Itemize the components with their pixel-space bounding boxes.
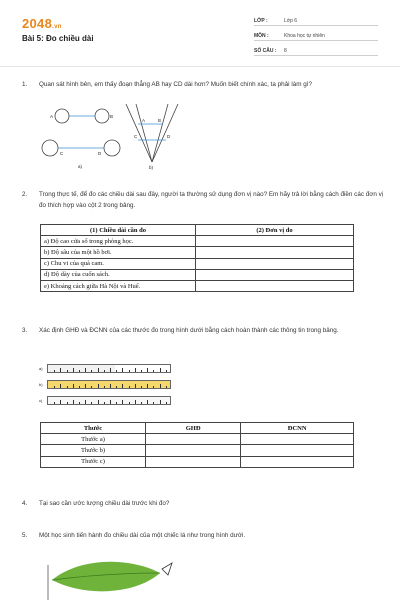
label-d2: D — [167, 134, 171, 139]
ruler-tick — [54, 386, 55, 389]
ruler-tick — [122, 384, 123, 388]
rulers-table — [40, 422, 354, 468]
ruler-tick — [60, 368, 61, 372]
ruler-tick — [122, 368, 123, 372]
ruler-tick — [160, 368, 161, 372]
ruler-tick — [85, 368, 86, 372]
label-fig-a: a) — [78, 164, 83, 169]
ruler-tick — [110, 384, 111, 388]
ghd-cell[interactable] — [146, 445, 241, 456]
answer-cell[interactable] — [196, 258, 354, 269]
rulers-table-header-1: Thước — [41, 423, 146, 434]
page-header — [0, 0, 400, 68]
ghd-cell[interactable] — [146, 434, 241, 445]
table-row: Thước b) — [41, 445, 354, 456]
label-d1: D — [98, 151, 102, 156]
answer-cell[interactable] — [196, 236, 354, 247]
table-row: b) Độ sâu của một hồ bơi. — [41, 247, 354, 258]
leaf-figure — [40, 555, 180, 600]
ruler-tick — [104, 402, 105, 405]
ruler-tick — [79, 386, 80, 389]
ruler-tick — [98, 368, 99, 372]
label-b2: B — [158, 118, 162, 123]
ruler-tick — [160, 400, 161, 404]
answer-cell[interactable] — [196, 247, 354, 258]
ruler-tick — [135, 384, 136, 388]
ruler-tick — [141, 402, 142, 405]
ruler-tick — [147, 368, 148, 372]
dcnn-cell[interactable] — [241, 456, 354, 467]
header-divider — [0, 66, 400, 67]
ruler-tick — [73, 400, 74, 404]
ruler-b: b) — [47, 380, 171, 389]
question-1-figure — [38, 104, 188, 170]
table-row: c) Chu vi của quả cam. — [41, 258, 354, 269]
ruler-a: a) — [47, 364, 171, 373]
ruler-tick — [79, 370, 80, 373]
label-c2: C — [134, 134, 138, 139]
ruler-tick — [153, 386, 154, 389]
table-row: Thước c) — [41, 456, 354, 467]
ruler-tick — [54, 402, 55, 405]
ruler-tick — [166, 402, 167, 405]
ruler-tick — [91, 402, 92, 405]
ruler-tick — [110, 368, 111, 372]
label-b1: B — [110, 114, 114, 119]
dcnn-cell[interactable] — [241, 434, 354, 445]
eye-arrow-icon — [162, 563, 172, 575]
meta-grade: LỚP : Lớp 6 — [254, 15, 378, 26]
label-c1: C — [60, 151, 64, 156]
ruler-tick — [91, 370, 92, 373]
lesson-title: Bài 5: Đo chiều dài — [22, 34, 94, 43]
ruler-tick — [116, 370, 117, 373]
table-row: e) Khoảng cách giữa Hà Nội và Huế. — [41, 280, 354, 291]
units-table-header-2: (2) Đơn vị đo — [196, 225, 354, 236]
ruler-tick — [141, 370, 142, 373]
ruler-tick — [73, 368, 74, 372]
ruler-tick — [60, 400, 61, 404]
ruler-tick — [166, 370, 167, 373]
ghd-cell[interactable] — [146, 456, 241, 467]
ruler-tick — [67, 402, 68, 405]
ruler-tick — [135, 368, 136, 372]
ruler-tick — [98, 400, 99, 404]
ruler-tick — [160, 384, 161, 388]
ruler-tick — [60, 384, 61, 388]
answer-cell[interactable] — [196, 269, 354, 280]
units-table — [40, 224, 354, 292]
table-row: a) Độ cao cửa sổ trong phòng học. — [41, 236, 354, 247]
units-table-header-1: (1) Chiều dài cần đo — [41, 225, 196, 236]
rulers-table-header-3: ĐCNN — [241, 423, 354, 434]
ruler-tick — [85, 384, 86, 388]
table-row: Thước a) — [41, 434, 354, 445]
ruler-tick — [54, 370, 55, 373]
ruler-tick — [67, 386, 68, 389]
site-logo[interactable]: 2048.vn — [22, 16, 62, 31]
meta-question-count: SỐ CÂU : 8 — [254, 45, 378, 56]
ruler-tick — [79, 402, 80, 405]
ruler-c: c) — [47, 396, 171, 405]
answer-cell[interactable] — [196, 280, 354, 291]
meta-subject: MÔN : Khoa học tự nhiên — [254, 30, 378, 41]
ruler-tick — [91, 386, 92, 389]
ruler-tick — [166, 386, 167, 389]
ruler-tick — [110, 400, 111, 404]
ruler-tick — [67, 370, 68, 373]
table-row: d) Độ dày của cuốn sách. — [41, 269, 354, 280]
leaf-icon — [52, 562, 160, 592]
ruler-tick — [104, 386, 105, 389]
label-fig-b: b) — [149, 165, 154, 170]
label-a2: A — [142, 118, 146, 123]
ruler-tick — [116, 386, 117, 389]
ruler-tick — [129, 386, 130, 389]
ruler-tick — [85, 400, 86, 404]
ruler-tick — [135, 400, 136, 404]
rulers-table-header-2: GHĐ — [146, 423, 241, 434]
label-a1: A — [50, 114, 54, 119]
ruler-tick — [122, 400, 123, 404]
ruler-tick — [129, 370, 130, 373]
ruler-tick — [147, 384, 148, 388]
dcnn-cell[interactable] — [241, 445, 354, 456]
ruler-tick — [153, 370, 154, 373]
ruler-tick — [147, 400, 148, 404]
ruler-tick — [141, 386, 142, 389]
ruler-tick — [104, 370, 105, 373]
ruler-tick — [129, 402, 130, 405]
ruler-tick — [116, 402, 117, 405]
ruler-tick — [153, 402, 154, 405]
ruler-tick — [73, 384, 74, 388]
ruler-tick — [98, 384, 99, 388]
